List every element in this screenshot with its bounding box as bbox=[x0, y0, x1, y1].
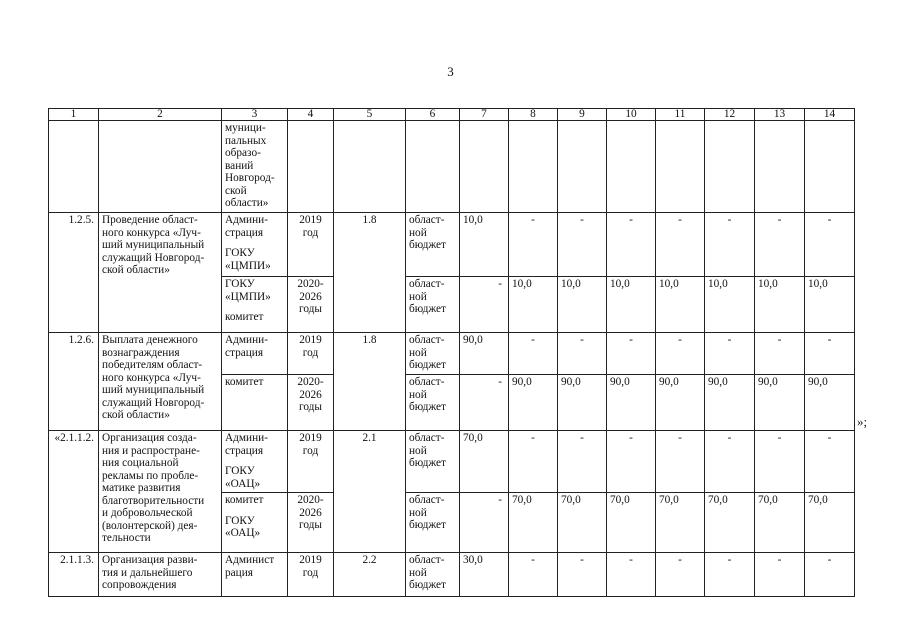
text-line: страция bbox=[225, 226, 264, 239]
cell-value: - bbox=[607, 333, 656, 375]
text-gap bbox=[225, 239, 284, 247]
cell-value: 70,0 bbox=[805, 493, 855, 553]
cell-source bbox=[406, 121, 460, 213]
header-cell: 5 bbox=[334, 109, 406, 121]
header-cell: 9 bbox=[558, 109, 607, 121]
text-line: комитет bbox=[225, 376, 264, 388]
text-line: служащий Новгород- bbox=[102, 396, 205, 409]
text-gap bbox=[225, 457, 284, 465]
text-line: Проведение област- bbox=[102, 214, 198, 226]
cell-name bbox=[99, 213, 222, 333]
cell-value: - bbox=[755, 553, 805, 597]
text-line: ГОКУ bbox=[225, 247, 255, 259]
text-line: области» bbox=[225, 197, 269, 209]
cell-code: «2.1.1.2. bbox=[49, 431, 99, 553]
cell-executor bbox=[222, 375, 288, 431]
text-line: служащий Новгород- bbox=[102, 251, 205, 264]
text-line: ГОКУ bbox=[225, 465, 255, 477]
text-line: год bbox=[302, 226, 319, 239]
cell-value: 70,0 bbox=[607, 493, 656, 553]
header-cell: 8 bbox=[509, 109, 558, 121]
text-line: (волонтерской) дея- bbox=[102, 519, 198, 532]
text-line: муници- bbox=[225, 122, 266, 134]
text-line: ной bbox=[409, 290, 427, 303]
cell-value: - bbox=[558, 213, 607, 277]
text-line: ГОКУ bbox=[225, 514, 255, 527]
header-cell: 11 bbox=[656, 109, 705, 121]
text-line: ской bbox=[225, 184, 247, 197]
cell-name bbox=[99, 121, 222, 213]
cell-period bbox=[288, 333, 334, 375]
header-cell: 7 bbox=[460, 109, 509, 121]
text-line: 2019 bbox=[299, 334, 322, 346]
text-line: вознаграждения bbox=[102, 346, 180, 359]
text-line: Админи- bbox=[225, 334, 268, 346]
cell-value: - bbox=[509, 431, 558, 493]
text-gap bbox=[225, 303, 284, 311]
text-line: Организация созда- bbox=[102, 432, 197, 444]
text-line: страция bbox=[225, 346, 264, 359]
cell-value: - bbox=[607, 213, 656, 277]
cell-value bbox=[755, 121, 805, 213]
text-line: «ЦМПИ» bbox=[225, 290, 271, 303]
header-cell: 12 bbox=[705, 109, 755, 121]
text-line: 2020- bbox=[297, 278, 324, 290]
cell-executor bbox=[222, 277, 288, 333]
cell-executor bbox=[222, 553, 288, 597]
cell-ref: 2.1 bbox=[334, 431, 406, 553]
text-line: област- bbox=[409, 278, 445, 290]
text-line: сопровождения bbox=[102, 579, 177, 591]
cell-value bbox=[805, 121, 855, 213]
cell-value: 90,0 bbox=[558, 375, 607, 431]
cell-value: 10,0 bbox=[607, 277, 656, 333]
text-line: ской области» bbox=[102, 409, 170, 421]
closing-quote-mark: »; bbox=[857, 414, 868, 429]
text-line: 2026 bbox=[299, 290, 322, 303]
cell-value: - bbox=[656, 431, 705, 493]
text-line: област- bbox=[409, 334, 445, 346]
text-line: ной bbox=[409, 226, 427, 239]
text-line: бюджет bbox=[409, 519, 446, 531]
cell-ref: 1.8 bbox=[334, 213, 406, 333]
cell-value bbox=[460, 121, 509, 213]
cell-value: - bbox=[656, 213, 705, 277]
text-line: «ОАЦ» bbox=[225, 527, 261, 539]
program-table bbox=[48, 108, 855, 597]
text-line: ния и распростране- bbox=[102, 444, 200, 457]
cell-value: 70,0 bbox=[460, 431, 509, 493]
text-line: ного конкурса «Луч- bbox=[102, 371, 201, 384]
cell-source bbox=[406, 213, 460, 277]
text-line: пальных bbox=[225, 134, 267, 147]
cell-executor bbox=[222, 333, 288, 375]
cell-value: - bbox=[607, 553, 656, 597]
text-line: рация bbox=[225, 566, 253, 579]
cell-value bbox=[705, 121, 755, 213]
cell-value: - bbox=[460, 277, 509, 333]
cell-executor bbox=[222, 493, 288, 553]
text-line: ной bbox=[409, 346, 427, 359]
table-row-2-1-1-3 bbox=[49, 553, 855, 597]
cell-period bbox=[288, 121, 334, 213]
text-line: страция bbox=[225, 444, 264, 457]
cell-period bbox=[288, 213, 334, 277]
text-line: «ОАЦ» bbox=[225, 477, 261, 490]
cell-value: - bbox=[460, 375, 509, 431]
text-line: год bbox=[302, 566, 319, 579]
cell-ref: 1.8 bbox=[334, 333, 406, 431]
cell-source bbox=[406, 553, 460, 597]
text-line: 2026 bbox=[299, 388, 322, 401]
text-line: тельности bbox=[102, 532, 151, 544]
cell-value: 10,0 bbox=[509, 277, 558, 333]
cell-value: 90,0 bbox=[805, 375, 855, 431]
cell-period bbox=[288, 493, 334, 553]
text-line: Админи- bbox=[225, 432, 268, 444]
text-line: 2020- bbox=[297, 494, 324, 506]
cell-value: 30,0 bbox=[460, 553, 509, 597]
text-line: 2019 bbox=[299, 432, 322, 444]
text-line: 2019 bbox=[299, 214, 322, 226]
cell-value: - bbox=[656, 553, 705, 597]
cell-value: - bbox=[509, 553, 558, 597]
cell-value: - bbox=[460, 493, 509, 553]
cell-name bbox=[99, 553, 222, 597]
text-line: ной bbox=[409, 388, 427, 401]
text-line: ший муниципальный bbox=[102, 239, 205, 251]
text-line: бюджет bbox=[409, 579, 446, 591]
header-cell: 1 bbox=[49, 109, 99, 121]
header-cell: 2 bbox=[99, 109, 222, 121]
cell-period bbox=[288, 277, 334, 333]
cell-value: - bbox=[705, 553, 755, 597]
cell-value: 90,0 bbox=[755, 375, 805, 431]
text-line: ния социальной bbox=[102, 457, 179, 469]
text-line: благотворительности bbox=[102, 494, 205, 507]
cell-value: - bbox=[705, 333, 755, 375]
cell-code: 1.2.6. bbox=[49, 333, 99, 431]
text-line: бюджет bbox=[409, 239, 446, 251]
text-line: «ЦМПИ» bbox=[225, 259, 271, 272]
text-line: ской области» bbox=[102, 264, 170, 276]
cell-executor bbox=[222, 121, 288, 213]
text-line: победителям област- bbox=[102, 359, 203, 371]
text-gap bbox=[225, 507, 284, 515]
table-row-2-1-1-2-a bbox=[49, 431, 855, 493]
cell-source bbox=[406, 277, 460, 333]
cell-value: - bbox=[755, 213, 805, 277]
cell-executor bbox=[222, 431, 288, 493]
text-line: Новгород- bbox=[225, 172, 275, 184]
cell-executor bbox=[222, 213, 288, 277]
text-line: Админист bbox=[225, 554, 275, 566]
cell-value: - bbox=[705, 213, 755, 277]
header-cell: 3 bbox=[222, 109, 288, 121]
cell-name bbox=[99, 431, 222, 553]
text-line: 2026 bbox=[299, 506, 322, 519]
text-line: област- bbox=[409, 214, 445, 226]
text-line: ного конкурса «Луч- bbox=[102, 226, 201, 239]
text-line: Выплата денежного bbox=[102, 334, 198, 346]
cell-name bbox=[99, 333, 222, 431]
table-row-1-2-6-a bbox=[49, 333, 855, 375]
cell-value: 90,0 bbox=[460, 333, 509, 375]
cell-value: 10,0 bbox=[558, 277, 607, 333]
cell-value: - bbox=[656, 333, 705, 375]
text-line: годы bbox=[298, 519, 322, 531]
cell-value: - bbox=[805, 213, 855, 277]
text-line: бюджет bbox=[409, 457, 446, 469]
text-line: год bbox=[302, 444, 319, 457]
text-line: рекламы по пробле- bbox=[102, 469, 199, 482]
cell-source bbox=[406, 375, 460, 431]
header-cell: 10 bbox=[607, 109, 656, 121]
cell-value: 10,0 bbox=[705, 277, 755, 333]
cell-period bbox=[288, 375, 334, 431]
header-row bbox=[49, 109, 855, 121]
cell-value: - bbox=[607, 431, 656, 493]
cell-value: - bbox=[755, 431, 805, 493]
cell-source bbox=[406, 431, 460, 493]
header-cell: 13 bbox=[755, 109, 805, 121]
text-line: бюджет bbox=[409, 359, 446, 371]
cell-value: 70,0 bbox=[558, 493, 607, 553]
text-line: образо- bbox=[225, 147, 261, 159]
table-row-1-2-5-a bbox=[49, 213, 855, 277]
text-line: годы bbox=[298, 401, 322, 413]
text-line: комитет bbox=[225, 311, 264, 323]
text-line: комитет bbox=[225, 494, 264, 506]
cell-value: 10,0 bbox=[656, 277, 705, 333]
text-line: ваний bbox=[225, 159, 254, 172]
cell-value: 90,0 bbox=[607, 375, 656, 431]
cell-ref: 2.2 bbox=[334, 553, 406, 597]
table-row-continuation bbox=[49, 121, 855, 213]
cell-period bbox=[288, 431, 334, 493]
cell-code: 2.1.1.3. bbox=[49, 553, 99, 597]
cell-value: 10,0 bbox=[805, 277, 855, 333]
cell-value: - bbox=[805, 333, 855, 375]
text-line: 2019 bbox=[299, 554, 322, 566]
cell-value: 70,0 bbox=[509, 493, 558, 553]
text-line: матике развития bbox=[102, 482, 181, 494]
text-line: год bbox=[302, 346, 319, 359]
cell-code: 1.2.5. bbox=[49, 213, 99, 333]
cell-value: 90,0 bbox=[705, 375, 755, 431]
cell-value: - bbox=[509, 213, 558, 277]
text-line: област- bbox=[409, 432, 445, 444]
cell-value bbox=[607, 121, 656, 213]
text-line: тия и дальнейшего bbox=[102, 566, 193, 579]
text-line: годы bbox=[298, 303, 322, 315]
header-cell: 6 bbox=[406, 109, 460, 121]
cell-code bbox=[49, 121, 99, 213]
text-line: Админи- bbox=[225, 214, 268, 226]
cell-value: 90,0 bbox=[656, 375, 705, 431]
text-line: ший муниципальный bbox=[102, 384, 205, 396]
text-line: област- bbox=[409, 554, 445, 566]
header-cell: 4 bbox=[288, 109, 334, 121]
text-line: 2020- bbox=[297, 376, 324, 388]
cell-value: - bbox=[755, 333, 805, 375]
cell-value: 70,0 bbox=[755, 493, 805, 553]
cell-value: - bbox=[558, 553, 607, 597]
cell-value: - bbox=[805, 553, 855, 597]
text-line: ной bbox=[409, 506, 427, 519]
cell-value: 10,0 bbox=[460, 213, 509, 277]
cell-period bbox=[288, 553, 334, 597]
cell-source bbox=[406, 493, 460, 553]
text-line: ГОКУ bbox=[225, 278, 255, 290]
page-number: 3 bbox=[447, 64, 454, 79]
cell-value: - bbox=[558, 333, 607, 375]
cell-value bbox=[558, 121, 607, 213]
text-line: област- bbox=[409, 376, 445, 388]
text-line: и добровольческой bbox=[102, 507, 193, 519]
text-line: област- bbox=[409, 494, 445, 506]
cell-value: - bbox=[705, 431, 755, 493]
cell-ref bbox=[334, 121, 406, 213]
cell-value: - bbox=[509, 333, 558, 375]
text-line: ной bbox=[409, 444, 427, 457]
text-line: ной bbox=[409, 566, 427, 579]
cell-value: 70,0 bbox=[656, 493, 705, 553]
cell-value: 10,0 bbox=[755, 277, 805, 333]
cell-value bbox=[656, 121, 705, 213]
header-cell: 14 bbox=[805, 109, 855, 121]
cell-value bbox=[509, 121, 558, 213]
cell-value: 70,0 bbox=[705, 493, 755, 553]
cell-source bbox=[406, 333, 460, 375]
cell-value: - bbox=[558, 431, 607, 493]
text-line: бюджет bbox=[409, 303, 446, 315]
text-line: бюджет bbox=[409, 401, 446, 413]
text-line: Организация разви- bbox=[102, 554, 198, 566]
cell-value: 90,0 bbox=[509, 375, 558, 431]
cell-value: - bbox=[805, 431, 855, 493]
